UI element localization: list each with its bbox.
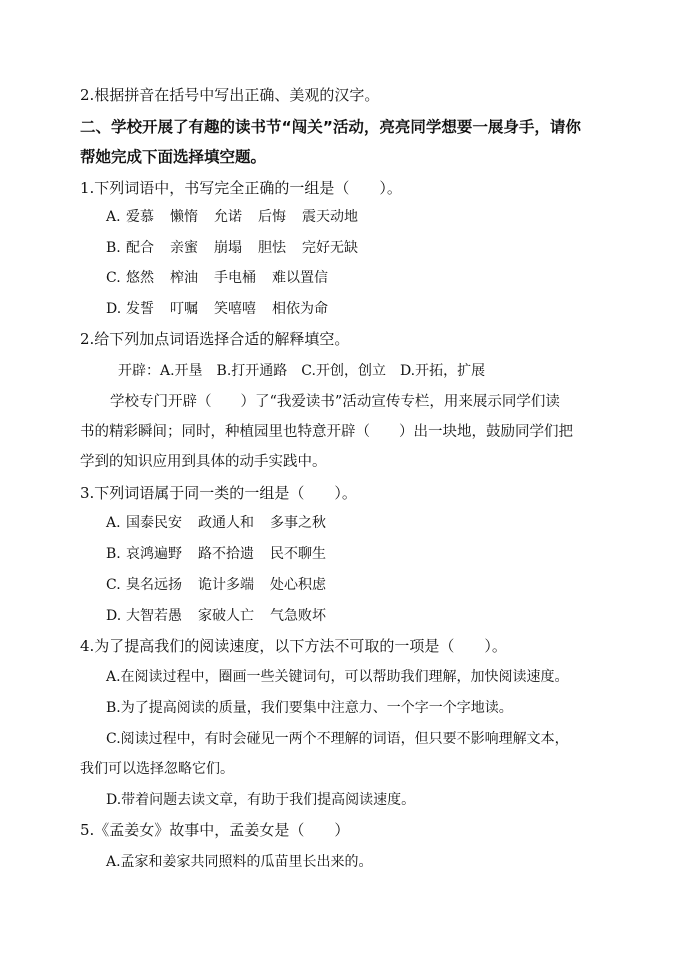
question-5-stem: 5.《孟姜女》故事中，孟姜女是（ ） bbox=[80, 821, 350, 839]
option-word: 崩塌 bbox=[214, 240, 242, 256]
option-word: 民不聊生 bbox=[270, 546, 326, 562]
question-1-option-b bbox=[106, 241, 374, 255]
option-word: 悠然 bbox=[126, 270, 154, 286]
option-word: 爱慕 bbox=[126, 209, 154, 225]
option-word: 配合 bbox=[126, 240, 154, 256]
option-word: 路不拾遗 bbox=[198, 546, 254, 562]
question-2-paragraph-line-3: 学到的知识应用到具体的动手实践中。 bbox=[80, 454, 327, 470]
option-word: 国泰民安 bbox=[126, 515, 182, 531]
option-word: 震天动地 bbox=[302, 209, 358, 225]
option-word: 多事之秋 bbox=[270, 515, 326, 531]
option-letter: D. bbox=[106, 608, 122, 624]
option-letter: D. bbox=[106, 301, 122, 317]
question-2-paragraph-line-1: 学校专门开辟（ ）了“我爱读书”活动宣传专栏，用来展示同学们读 bbox=[110, 394, 560, 410]
question-3-stem: 3.下列词语属于同一类的一组是（ ）。 bbox=[80, 484, 357, 502]
question-3-option-a bbox=[106, 516, 342, 530]
option-word: 相依为命 bbox=[272, 301, 328, 317]
option-word: 臭名远扬 bbox=[126, 577, 182, 593]
option-word: 哀鸿遍野 bbox=[126, 546, 182, 562]
option-letter: C. bbox=[106, 270, 121, 286]
section-2-title-line-2: 帮她完成下面选择填空题。 bbox=[80, 148, 267, 166]
question-2-paragraph-line-2: 书的精彩瞬间；同时，种植园里也特意开辟（ ）出一块地，鼓励同学们把 bbox=[80, 424, 573, 440]
option-word: 允诺 bbox=[214, 209, 242, 225]
option-word: 大智若愚 bbox=[126, 608, 182, 624]
option-word: 亲蜜 bbox=[170, 240, 198, 256]
question-2-pinyin: 2.根据拼音在括号中写出正确、美观的汉字。 bbox=[80, 86, 380, 104]
question-4-option-d: D.带着问题去读文章，有助于我们提高阅读速度。 bbox=[106, 792, 416, 808]
option-word: 懒惰 bbox=[170, 209, 198, 225]
option-word: 榨油 bbox=[170, 270, 198, 286]
question-3-option-c bbox=[106, 578, 342, 592]
option-word: 笑嘻嘻 bbox=[214, 301, 256, 317]
option-word: 发誓 bbox=[126, 301, 154, 317]
option-word: 气急败坏 bbox=[270, 608, 326, 624]
option-word: 叮嘱 bbox=[170, 301, 198, 317]
question-1-option-d bbox=[106, 302, 344, 316]
question-1-option-c bbox=[106, 271, 344, 285]
question-4-option-c-line-2: 我们可以选择忽略它们。 bbox=[80, 761, 234, 777]
question-3-option-b bbox=[106, 547, 342, 561]
option-word: 诡计多端 bbox=[198, 577, 254, 593]
question-4-stem: 4.为了提高我们的阅读速度，以下方法不可取的一项是（ ）。 bbox=[80, 637, 507, 655]
question-2-choices: 开辟：A.开垦 B.打开通路 C.开创，创立 D.开拓，扩展 bbox=[118, 363, 486, 379]
option-letter: B. bbox=[106, 240, 121, 256]
option-letter: C. bbox=[106, 577, 121, 593]
option-word: 政通人和 bbox=[198, 515, 254, 531]
option-word: 家破人亡 bbox=[198, 608, 254, 624]
option-word: 手电桶 bbox=[214, 270, 256, 286]
option-word: 后悔 bbox=[258, 209, 286, 225]
option-word: 完好无缺 bbox=[302, 240, 358, 256]
question-1-stem: 1.下列词语中，书写完全正确的一组是（ ）。 bbox=[80, 179, 402, 197]
option-letter: A. bbox=[106, 209, 121, 225]
option-letter: A. bbox=[106, 515, 121, 531]
question-4-option-c-line-1: C.阅读过程中，有时会碰见一两个不理解的词语，但只要不影响理解文本， bbox=[106, 731, 569, 747]
option-letter: B. bbox=[106, 546, 121, 562]
option-word: 处心积虑 bbox=[270, 577, 326, 593]
option-word: 难以置信 bbox=[272, 270, 328, 286]
question-4-option-a: A.在阅读过程中，圈画一些关键词句，可以帮助我们理解，加快阅读速度。 bbox=[106, 669, 569, 685]
section-2-title-line-1: 二、学校开展了有趣的读书节“闯关”活动，亮亮同学想要一展身手，请你 bbox=[80, 118, 581, 136]
option-word: 胆怯 bbox=[258, 240, 286, 256]
question-4-option-b: B.为了提高阅读的质量，我们要集中注意力、一个字一个字地读。 bbox=[106, 700, 513, 716]
question-2-stem: 2.给下列加点词语选择合适的解释填空。 bbox=[80, 330, 350, 348]
question-3-option-d bbox=[106, 609, 342, 623]
question-5-option-a: A.孟家和姜家共同照料的瓜苗里长出来的。 bbox=[106, 854, 373, 870]
question-1-option-a bbox=[106, 210, 374, 224]
